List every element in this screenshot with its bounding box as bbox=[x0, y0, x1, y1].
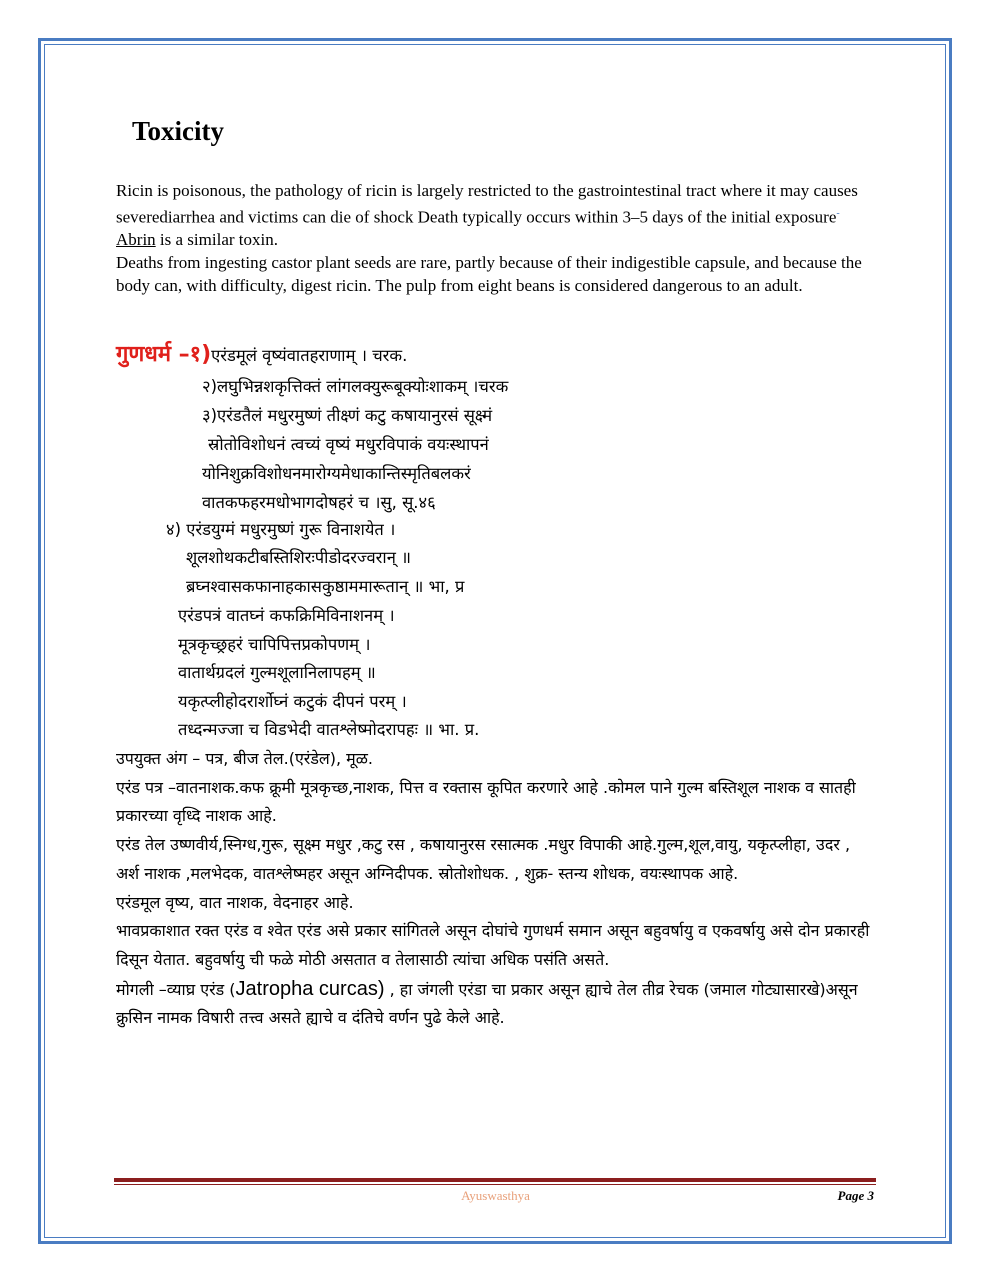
intro-text-b: is a similar toxin. bbox=[155, 230, 278, 250]
gunadharma-line-0 bbox=[116, 338, 407, 368]
gunadharma-line-9: एरंडपत्रं वातघ्नं कफक्रिमिविनाशनम् । bbox=[178, 606, 395, 625]
useful-parts-paragraph: उपयुक्त अंग – पत्र, बीज तेल.(एरंडेल), मूळ. bbox=[116, 749, 373, 768]
leaf-paragraph: एरंड पत्र –वातनाशक.कफ क्रूमी मूत्रकृच्छ,नाशक, पित्त व रक्तास कूपित करणारे आहे .कोमल पाने गुल्म बस्तिशूल नाशक व सातही प्रकारच्या वृध्दि नाशक आहे. bbox=[116, 777, 856, 826]
root-paragraph: एरंडमूल वृष्य, वात नाशक, वेदनाहर आहे. bbox=[116, 892, 354, 912]
gunadharma-heading: गुणधर्म –१) bbox=[116, 342, 212, 367]
footnote-marker[interactable]: - bbox=[836, 207, 840, 219]
jatropha-text-a: मोगली –व्याघ्र एरंड ( bbox=[116, 979, 236, 999]
types-paragraph: भावप्रकाशात रक्त एरंड व श्वेत एरंड असे प्रकार सांगितले असून दोघांचे गुणधर्म समान असून बहुवर्षायु व एकवर्षायु असे दोन प्रकारही दिसून येतात. बहुवर्षायु ची फळे मोठी असतात व तेलासाठी त्यांचा अधिक पसंति असते. bbox=[116, 921, 870, 969]
intro-paragraph-1 bbox=[116, 180, 876, 252]
page-title: Toxicity bbox=[132, 116, 225, 146]
gunadharma-line-1: २)लघुभिन्नशकृत्तिक्तं लांगलक्युरूबूक्योःशाकम् ।चरक bbox=[202, 377, 509, 396]
intro-text-a: Ricin is poisonous, the pathology of ricin is largely restricted to the gastrointestinal tract where it may causes severediarrhea and victims can die of shock Death typically occurs within 3–5 days of the initial exposure bbox=[116, 181, 858, 227]
footer-page-number: Page 3 bbox=[837, 1188, 874, 1203]
gunadharma-line-6: ४) एरंडयुग्मं मधुरमुष्णं गुरू विनाशयेत । bbox=[166, 520, 396, 539]
gunadharma-line-5: वातकफहरमधोभागदोषहरं च ।सु, सू.४६ bbox=[202, 493, 436, 512]
body-section bbox=[116, 745, 876, 1033]
footer-rule-thick bbox=[114, 1178, 876, 1182]
jatropha-paragraph bbox=[116, 975, 876, 1033]
intro-section bbox=[116, 180, 876, 298]
gunadharma-line-8: ब्रघ्नश्वासकफानाहकासकुष्ठाममारूतान् ॥ भा, प्र bbox=[186, 577, 465, 596]
gunadharma-line-11: वातार्थग्रदलं गुल्मशूलानिलापहम् ॥ bbox=[178, 663, 376, 682]
jatropha-latin-name: Jatropha curcas) bbox=[235, 977, 385, 1000]
abrin-link[interactable]: Abrin bbox=[116, 230, 156, 250]
oil-paragraph: एरंड तेल उष्णवीर्य,स्निग्ध,गुरू, सूक्ष्म मधुर ,कटु रस , कषायानुरस रसात्मक .मधुर विपाकी आहे.गुल्म,शूल,वायु, यकृत्प्लीहा, उदर , अर्श नाशक ,मलभेदक, वातश्लेष्महर असून अग्निदीपक. स्रोतोशोधक. , शुक्र- स्तन्य शोधक, वयःस्थापक आहे. bbox=[116, 835, 851, 883]
footer-site-name: Ayuswasthya bbox=[461, 1188, 530, 1203]
gunadharma-line-12: यकृत्प्लीहोदरार्शोघ्नं कटुकं दीपनं परम् । bbox=[178, 692, 407, 711]
gunadharma-line-13: तध्दन्मज्जा च विडभेदी वातश्लेष्मोदरापहः ॥ भा. प्र. bbox=[178, 720, 480, 739]
jatropha-text-b: , हा जंगली एरंडा चा प्रकार असून ह्याचे तेल तीव्र रेचक (जमाल गोट्यासारखे)असून क्रुसिन नामक विषारी तत्त्व असते ह्याचे व दंतिचे वर्णन पुढे केले आहे. bbox=[116, 979, 858, 1028]
gunadharma-line-3: स्रोतोविशोधनं त्वच्यं वृष्यं मधुरविपाकं वयःस्थापनं bbox=[208, 435, 489, 454]
gunadharma-line-10: मूत्रकृच्छ्रहरं चापिपित्तप्रकोपणम् । bbox=[178, 635, 371, 654]
sloka-text: एरंडमूलं वृष्यंवातहराणाम् । चरक. bbox=[211, 346, 408, 365]
gunadharma-line-2: ३)एरंडतैलं मधुरमुष्णं तीक्ष्णं कटु कषायानुरसं सूक्ष्मं bbox=[202, 406, 493, 425]
footer-rule-thin bbox=[114, 1184, 876, 1185]
gunadharma-line-4: योनिशुक्रविशोधनमारोग्यमेधाकान्तिस्मृतिबलकरं bbox=[202, 464, 471, 483]
intro-paragraph-2: Deaths from ingesting castor plant seeds are rare, partly because of their indigestible capsule, and because the body can, with difficulty, digest ricin. The pulp from eight beans is considered dangerous to an adult. bbox=[116, 253, 862, 295]
gunadharma-line-7: शूलशोथकटीबस्तिशिरःपीडोदरज्वरान् ॥ bbox=[186, 548, 411, 567]
